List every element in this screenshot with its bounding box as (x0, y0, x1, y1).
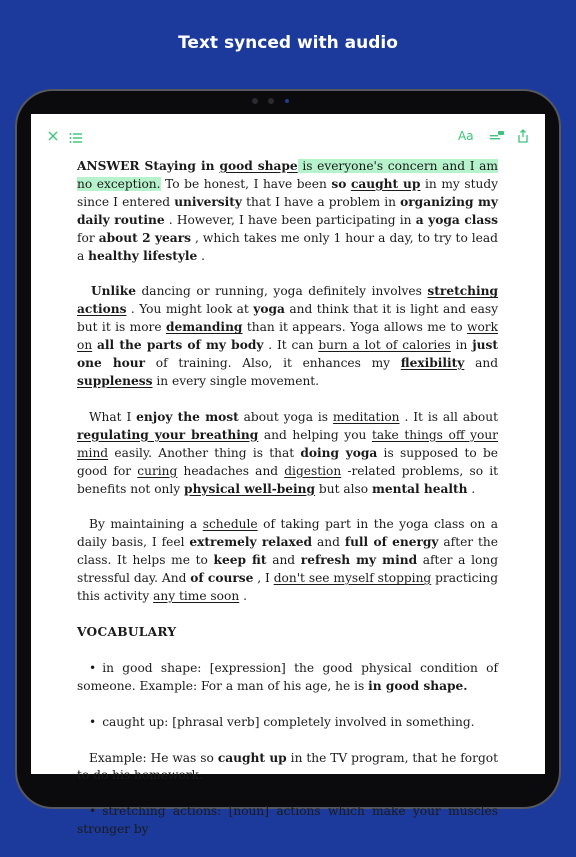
vocabulary-heading: VOCABULARY (77, 624, 177, 639)
indicator-dot (285, 99, 289, 103)
text-run: in good shape: [expression] the good physical condition of someone. Example: For a man of his age, he is (77, 660, 498, 693)
close-icon[interactable] (46, 128, 60, 142)
text-run: and helping you (258, 427, 372, 442)
vocab-item (77, 803, 498, 839)
text-run: dancing or running, yoga definitely involves (135, 284, 428, 299)
keyword: keep fit (213, 553, 267, 568)
keyword: so (331, 176, 347, 191)
sensor-dot (252, 98, 258, 104)
paragraph-2 (77, 283, 498, 390)
keyword: digestion (284, 463, 342, 478)
keyword: about 2 years (98, 230, 191, 245)
keyword: any time soon (153, 589, 240, 604)
text-run: is supposed to be good for (77, 445, 498, 478)
text-run: What I (89, 409, 137, 424)
paragraph-1 (77, 158, 498, 265)
text-run: but also (315, 481, 372, 496)
text-run: and (266, 553, 301, 568)
text-run: To be honest, I have been (160, 176, 332, 191)
text-run: about yoga is (238, 409, 333, 424)
keyword: burn a lot of calories (318, 338, 451, 353)
text-run: in my study since I entered (77, 176, 499, 209)
share-icon[interactable] (517, 128, 529, 142)
keyword: full of energy (344, 535, 439, 550)
keyword: demanding (165, 320, 243, 335)
text-run: that I have a problem in (242, 194, 401, 209)
vocab-item (77, 714, 498, 732)
text-run: , which takes me only 1 hour a day, to try to lead a (77, 230, 498, 263)
keyword: of course (190, 571, 254, 586)
keyword: don't see myself stopping (273, 571, 432, 586)
keyword: healthy lifestyle (88, 248, 198, 263)
text-run: By maintaining a (89, 517, 203, 532)
vocab-item (77, 660, 498, 696)
paragraph-4 (77, 516, 498, 606)
text-run: of training. Also, it enhances my (145, 356, 401, 371)
text-run: caught up: [phrasal verb] completely involved in something. (102, 714, 475, 729)
keyword: Unlike (91, 284, 136, 299)
keyword: stretching actions (77, 284, 498, 317)
keyword: curing (137, 463, 178, 478)
text-run: . You might look at (126, 302, 254, 317)
text-run: in the TV program, that he forgot to do his homework. (77, 750, 498, 783)
text-run: than it appears. Yoga allows me to (242, 320, 468, 335)
reader-screen (31, 114, 545, 837)
text-run: in every single movement. (152, 373, 320, 388)
text-run: . It is all about (399, 409, 499, 424)
text-run: in (450, 338, 473, 353)
text-run: and (464, 356, 498, 371)
keyword: enjoy the most (136, 409, 239, 424)
headline: Text synced with audio (178, 33, 398, 53)
keyword: extremely relaxed (189, 535, 313, 550)
text-run: . However, I have been participating in (164, 212, 416, 227)
keyword: physical well-being (184, 481, 316, 496)
keyword: mental health (371, 481, 468, 496)
keyword: a yoga class (415, 212, 499, 227)
keyword: take things off your mind (77, 427, 498, 460)
paragraph-3 (77, 409, 498, 499)
text-run: after a long stressful day. And (77, 553, 498, 586)
vocab-example (77, 750, 498, 786)
keyword: regulating your breathing (77, 427, 259, 442)
text-run: headaches and (177, 463, 285, 478)
keyword: refresh my mind (300, 553, 418, 568)
audio-highlight: is everyone's concern and I am no exception. (77, 159, 498, 191)
text-run: . (467, 481, 476, 496)
text-run: -related problems, so it benefits not only (77, 463, 498, 496)
keyword: work on (77, 320, 498, 353)
keyword: caught up (350, 176, 421, 191)
text-run: . (197, 248, 206, 263)
text-run: ANSWER Staying in (77, 159, 220, 173)
font-size-icon[interactable]: Aa (458, 129, 474, 143)
book-text (77, 158, 498, 857)
text-run: for (77, 230, 99, 245)
text-run: stretching actions: [noun] actions which make your muscles stronger by (77, 804, 498, 837)
text-run: of taking part in the yoga class on a daily basis, I feel (77, 517, 498, 550)
keyword: caught up (217, 750, 287, 765)
keyword: all the parts of my body (97, 338, 264, 353)
text-run: Example: He was so (89, 750, 218, 765)
text-run: and think that it is light and easy but it is more (77, 302, 499, 335)
keyword: flexibility (400, 356, 465, 371)
text-run: easily. Another thing is that (108, 445, 301, 460)
chat-icon[interactable] (489, 129, 505, 143)
keyword: doing yoga (300, 445, 378, 460)
keyword: good shape (219, 159, 298, 173)
keyword: university (174, 194, 242, 209)
keyword: schedule (202, 517, 258, 532)
text-run: . It can (263, 338, 319, 353)
camera-lens (268, 98, 274, 104)
keyword: meditation (332, 409, 400, 424)
keyword: organizing my daily routine (77, 194, 498, 227)
text-run: , I (253, 571, 274, 586)
keyword: yoga (253, 302, 285, 317)
text-run: . (239, 589, 247, 604)
list-icon[interactable] (69, 129, 83, 141)
keyword: in good shape. (368, 678, 468, 693)
text-run: after the class. It helps me to (77, 535, 498, 568)
camera-bar (246, 96, 330, 106)
keyword: just one hour (77, 338, 498, 371)
text-run: practicing this activity (77, 571, 499, 604)
text-run: and (312, 535, 345, 550)
keyword: suppleness (77, 373, 153, 388)
